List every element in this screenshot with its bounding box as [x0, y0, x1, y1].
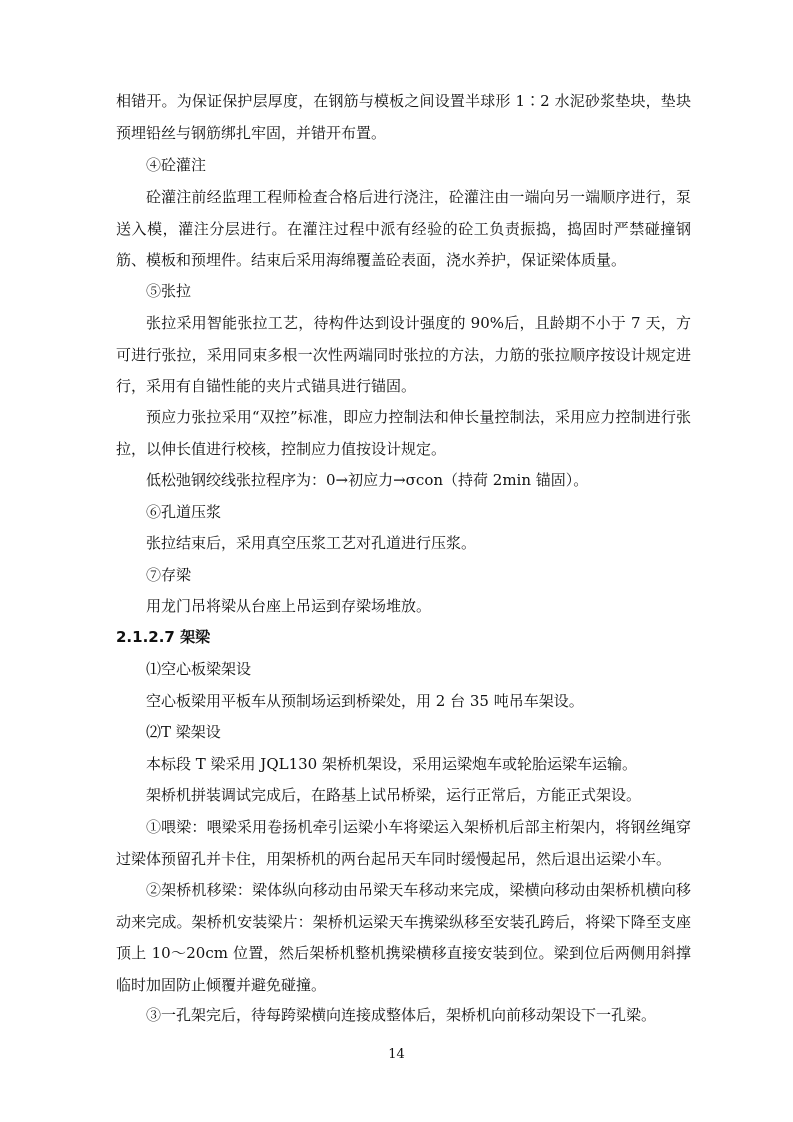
item-heading-tensioning: ⑤张拉 [146, 282, 192, 300]
paragraph-concrete-pouring: 砼灌注前经监理工程师检查合格后进行浇注，砼灌注由一端向另一端顺序进行，泵送入模，灌注分层进行。在灌注过程中派有经验的砼工负责振捣，捣固时严禁碰撞钢筋、模板和预埋件。结束后采用海绵覆盖砼表面，浇水养护，保证梁体质量。 [116, 188, 691, 269]
item-heading-grouting: ⑥孔道压浆 [146, 503, 222, 521]
paragraph-next-span: ③一孔架完后，待每跨梁横向连接成整体后，架桥机向前移动架设下一孔梁。 [146, 1006, 657, 1024]
paragraph-beam-storage: 用龙门吊将梁从台座上吊运到存梁场堆放。 [146, 597, 432, 615]
item-heading-concrete-pouring: ④砼灌注 [146, 156, 207, 174]
paragraph-grouting: 张拉结束后，采用真空压浆工艺对孔道进行压浆。 [146, 534, 477, 552]
paragraph-t-beam-erector: 本标段 T 梁采用 JQL130 架桥机架设，采用运梁炮车或轮胎运梁车运输。 [146, 755, 637, 773]
page-number: 14 [388, 1047, 405, 1062]
paragraph-prestress-control: 预应力张拉采用“双控”标准，即应力控制法和伸长量控制法，采用应力控制进行张拉，以伸长值进行校核，控制应力值按设计规定。 [116, 408, 691, 458]
paragraph-hollow-slab: 空心板梁用平板车从预制场运到桥梁处，用 2 台 35 吨吊车架设。 [146, 692, 584, 710]
paragraph-spacer-block: 相错开。为保证保护层厚度，在钢筋与模板之间设置半球形 1∶2 水泥砂浆垫块，垫块预埋铅丝与钢筋绑扎牢固，并错开布置。 [116, 92, 691, 142]
paragraph-tensioning-procedure: 低松弛钢绞线张拉程序为：0→初应力→σcon（持荷 2min 锚固）。 [146, 471, 589, 489]
paragraph-beam-feeding: ①喂梁：喂梁采用卷扬机牵引运梁小车将梁运入架桥机后部主桁架内，将钢丝绳穿过梁体预留孔并卡住，用架桥机的两台起吊天车同时缓慢起吊，然后退出运梁小车。 [116, 818, 691, 868]
item-heading-t-beam: ⑵T 梁架设 [146, 723, 221, 741]
paragraph-beam-moving: ②架桥机移梁：梁体纵向移动由吊梁天车移动来完成，梁横向移动由架桥机横向移动来完成。架桥机安装梁片：架桥机运梁天车携梁纵移至安装孔跨后，将梁下降至支座顶上 10～20cm 位置，然后架桥机整机携梁横移直接安装到位。梁到位后两侧用斜撑临时加固防止倾覆并避免碰撞。 [116, 881, 691, 994]
section-heading-beam-erection: 2.1.2.7 架梁 [116, 628, 211, 646]
paragraph-tensioning: 张拉采用智能张拉工艺，待构件达到设计强度的 90%后，且龄期不小于 7 天，方可进行张拉，采用同束多根一次性两端同时张拉的方法，力筋的张拉顺序按设计规定进行，采用有自锚性能的夹片式锚具进行锚固。 [116, 314, 691, 395]
item-heading-hollow-slab: ⑴空心板梁架设 [146, 660, 252, 678]
paragraph-erector-testing: 架桥机拼装调试完成后，在路基上试吊桥梁，运行正常后，方能正式架设。 [146, 786, 642, 804]
item-heading-beam-storage: ⑦存梁 [146, 566, 192, 584]
